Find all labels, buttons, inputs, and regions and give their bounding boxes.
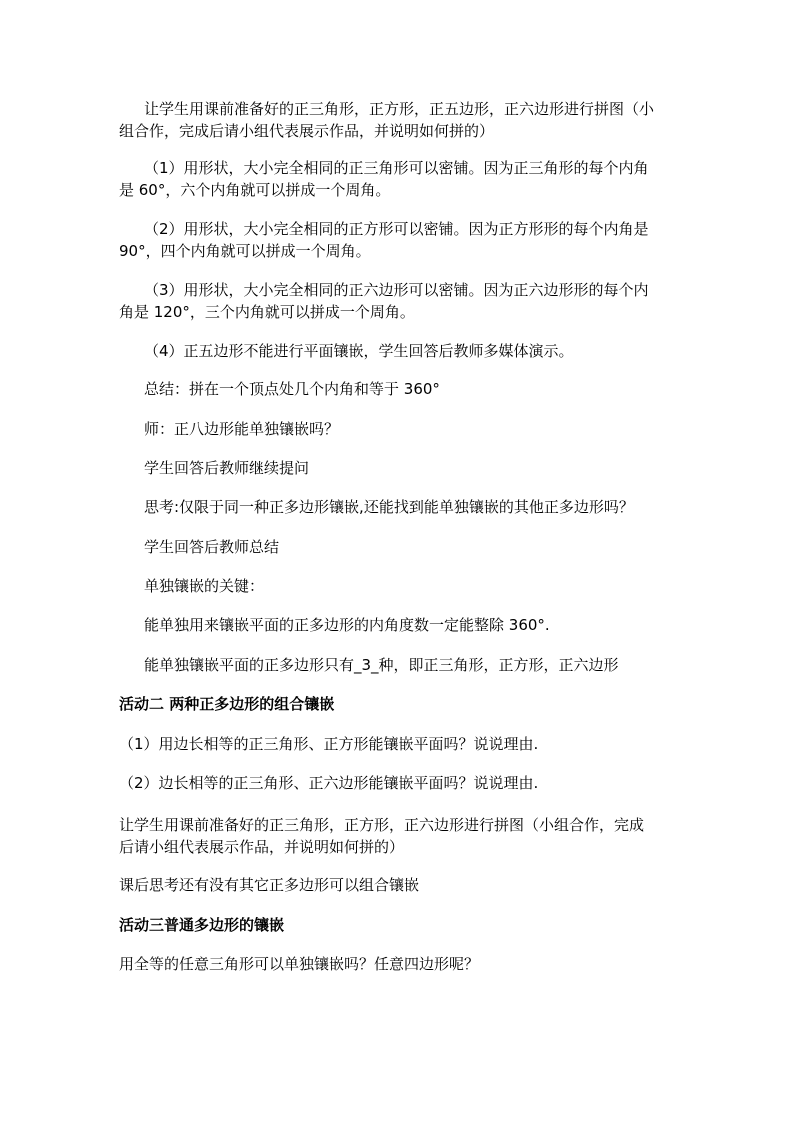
item-4: （4）正五边形不能进行平面镶嵌，学生回答后教师多媒体演示。 [144, 342, 574, 360]
activity-2-question-2: （2）边长相等的正三角形、正六边形能镶嵌平面吗？说说理由. [119, 774, 539, 792]
item-3-line2: 角是 120°，三个内角就可以拼成一个周角。 [119, 303, 415, 321]
summary-line: 总结：拼在一个顶点处几个内角和等于 360° [144, 380, 440, 398]
item-1-line1: （1）用形状，大小完全相同的正三角形可以密铺。因为正三角形的每个内角 [144, 159, 649, 177]
item-1-line2: 是 60°，六个内角就可以拼成一个周角。 [119, 181, 391, 199]
activity-2-heading: 活动二 两种正多边形的组合镶嵌 [119, 695, 335, 713]
student-answer-line: 学生回答后教师继续提问 [144, 459, 310, 477]
item-2-line1: （2）用形状，大小完全相同的正方形可以密铺。因为正方形形的每个内角是 [144, 220, 649, 238]
paragraph-intro-line2: 组合作，完成后请小组代表展示作品，并说明如何拼的） [119, 122, 495, 140]
key-heading: 单独镶嵌的关键： [144, 577, 265, 595]
think-question: 思考:仅限于同一种正多边形镶嵌,还能找到能单独镶嵌的其他正多边形吗？ [144, 498, 634, 516]
activity-2-instruction-line1: 让学生用课前准备好的正三角形，正方形，正六边形进行拼图（小组合作，完成 [119, 816, 645, 834]
teacher-summary-line: 学生回答后教师总结 [144, 538, 280, 556]
item-3-line1: （3）用形状，大小完全相同的正六边形可以密铺。因为正六边形形的每个内 [144, 281, 649, 299]
activity-3-heading: 活动三普通多边形的镶嵌 [119, 916, 285, 934]
activity-3-question: 用全等的任意三角形可以单独镶嵌吗？任意四边形呢？ [119, 955, 480, 973]
activity-2-question-1: （1）用边长相等的正三角形、正方形能镶嵌平面吗？说说理由. [119, 735, 539, 753]
after-class-question: 课后思考还有没有其它正多边形可以组合镶嵌 [119, 876, 420, 894]
activity-2-instruction-line2: 后请小组代表展示作品，并说明如何拼的） [119, 838, 405, 856]
key-point-2: 能单独镶嵌平面的正多边形只有_3_种，即正三角形，正方形，正六边形 [144, 656, 619, 674]
teacher-question: 师：正八边形能单独镶嵌吗？ [144, 420, 340, 438]
paragraph-intro-line1: 让学生用课前准备好的正三角形，正方形，正五边形，正六边形进行拼图（小 [144, 100, 655, 118]
item-2-line2: 90°，四个内角就可以拼成一个周角。 [119, 242, 371, 260]
key-point-1: 能单独用来镶嵌平面的正多边形的内角度数一定能整除 360°. [144, 616, 550, 634]
